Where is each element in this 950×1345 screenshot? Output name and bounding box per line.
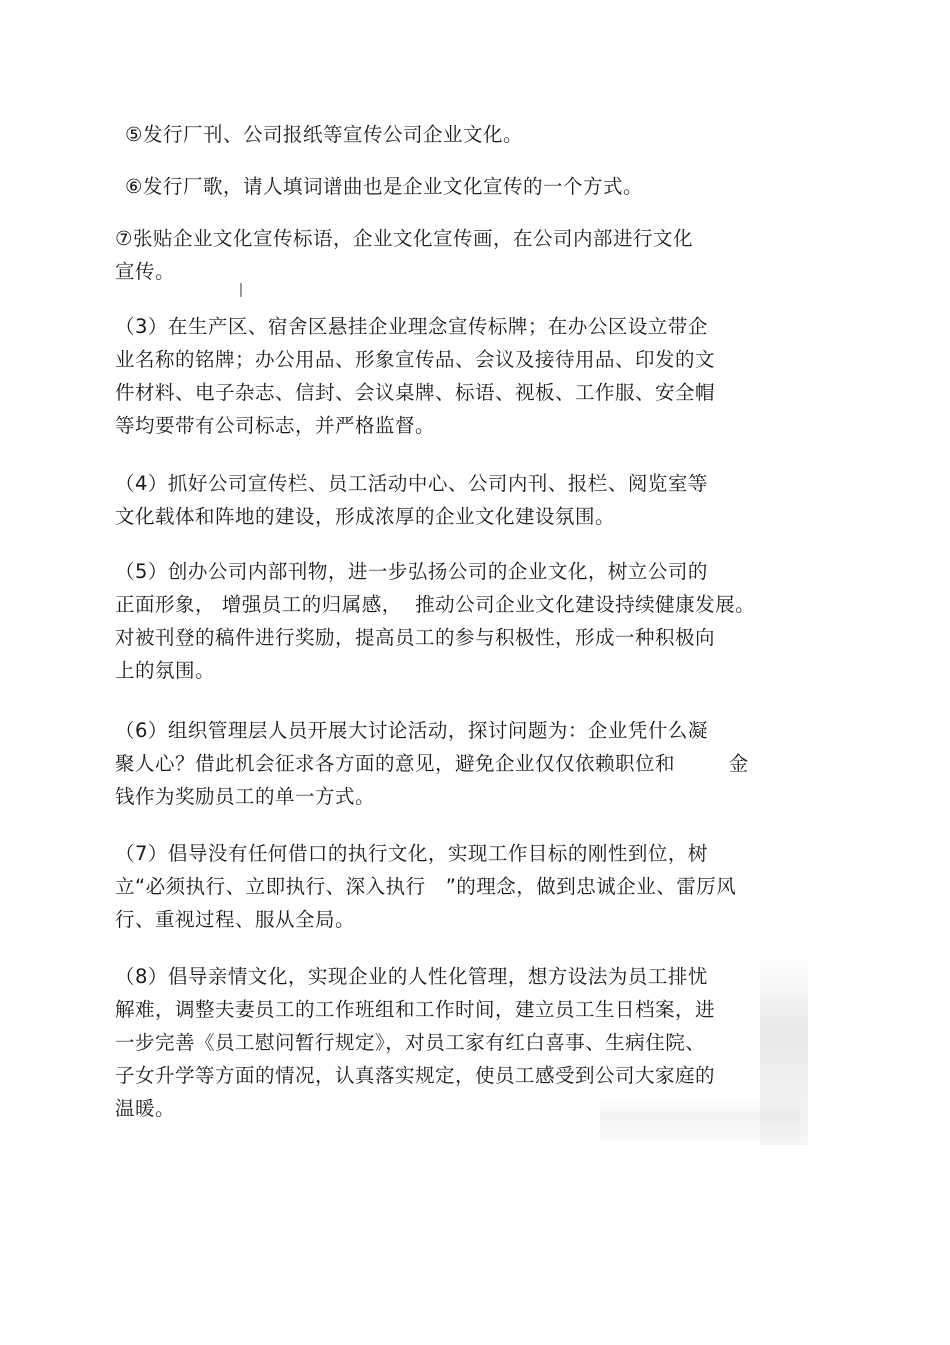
paragraph-line: 聚人心？借此机会征求各方面的意见，避免企业仅仅依赖职位和 金 — [115, 752, 749, 775]
paragraph-line: 宣传。 — [115, 260, 176, 283]
paragraph-line: 件材料、电子杂志、信封、会议桌牌、标语、视板、工作服、安全帽 — [115, 381, 716, 404]
paragraph-section-8 — [115, 960, 825, 1125]
paragraph-line: ⑦张贴企业文化宣传标语，企业文化宣传画，在公司内部进行文化 — [115, 227, 693, 250]
paragraph-line: 文化载体和阵地的建设，形成浓厚的企业文化建设氛围。 — [115, 505, 616, 528]
paragraph-line: 行、重视过程、服从全局。 — [115, 908, 356, 931]
paragraph-section-6 — [115, 714, 825, 813]
paragraph-line: 一步完善《员工慰问暂行规定》，对员工家有红白喜事、生病住院、 — [115, 1031, 706, 1054]
paragraph-section-5 — [115, 555, 825, 687]
paragraph-item-6 — [125, 170, 835, 203]
paragraph-line: 立“必须执行、立即执行、深入执行 ”的理念，做到忠诚企业、雷厉风 — [115, 875, 737, 898]
paragraph-line: ⑥发行厂歌，请人填词谱曲也是企业文化宣传的一个方式。 — [125, 175, 643, 198]
paragraph-line: （7）倡导没有任何借口的执行文化，实现工作目标的刚性到位，树 — [115, 842, 708, 865]
paragraph-section-7 — [115, 837, 825, 936]
paragraph-line: 上的氛围。 — [115, 659, 216, 682]
paragraph-section-4 — [115, 467, 825, 533]
paragraph-line: 温暖。 — [115, 1097, 176, 1120]
paragraph-item-5 — [125, 118, 835, 151]
paragraph-line: 业名称的铭牌；办公用品、形象宣传品、会议及接待用品、印发的文 — [115, 348, 716, 371]
paragraph-line: （6）组织管理层人员开展大讨论活动，探讨问题为：企业凭什么凝 — [115, 719, 708, 742]
paragraph-line: 钱作为奖励员工的单一方式。 — [115, 785, 376, 808]
paragraph-line: ⑤发行厂刊、公司报纸等宣传公司企业文化。 — [125, 123, 523, 146]
paragraph-line: 正面形象， 增强员工的归属感， 推动公司企业文化建设持续健康发展。 — [115, 593, 756, 616]
paragraph-line: 解难，调整夫妻员工的工作班组和工作时间，建立员工生日档案，进 — [115, 998, 716, 1021]
paragraph-line: （8）倡导亲情文化，实现企业的人性化管理，想方设法为员工排忧 — [115, 965, 708, 988]
paragraph-section-3 — [115, 310, 825, 442]
paragraph-line: （5）创办公司内部刊物，进一步弘扬公司的企业文化，树立公司的 — [115, 560, 708, 583]
paragraph-line: （3）在生产区、宿舍区悬挂企业理念宣传标牌；在办公区设立带企 — [115, 315, 708, 338]
paragraph-line: 对被刊登的稿件进行奖励，提高员工的参与积极性，形成一种积极向 — [115, 626, 716, 649]
paragraph-line: 子女升学等方面的情况，认真落实规定，使员工感受到公司大家庭的 — [115, 1064, 716, 1087]
paragraph-line: （4）抓好公司宣传栏、员工活动中心、公司内刊、报栏、阅览室等 — [115, 472, 708, 495]
paragraph-item-7 — [115, 222, 825, 288]
paragraph-line: 等均要带有公司标志，并严格监督。 — [115, 414, 436, 437]
